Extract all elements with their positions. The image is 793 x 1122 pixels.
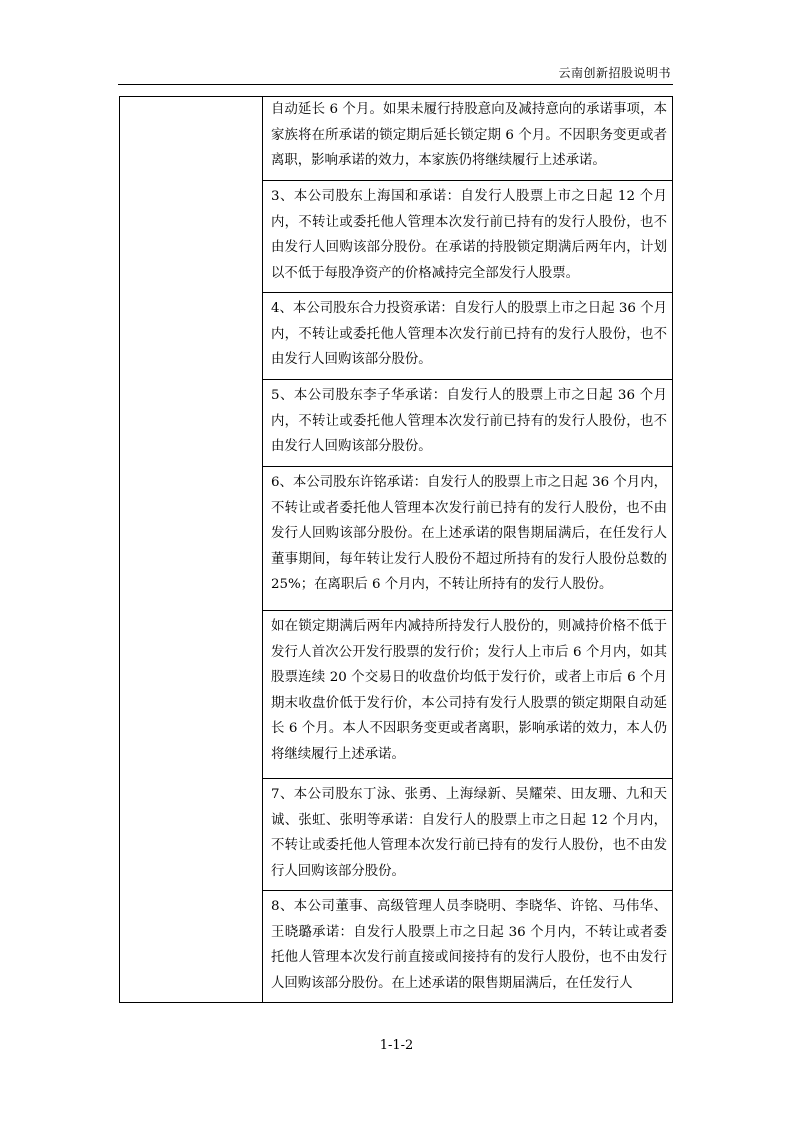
commitment-paragraph-6: 6、本公司股东许铭承诺：自发行人的股票上市之日起 36 个月内，不转让或者委托他人管理本次发行前已持有的发行人股份，也不由发行人回购该部分股份。在上述承诺的限售期届满后，在任发行人董事期间，每年转让发行人股份不超过所持有的发行人股份总数的 25%；在离职后 6 个月内，不转让所持有的发行人股份。 bbox=[271, 475, 667, 592]
paragraph-separator bbox=[263, 292, 672, 293]
commitment-paragraph-5: 5、本公司股东李子华承诺：自发行人的股票上市之日起 36 个月内，不转让或委托他人管理本次发行前已持有的发行人股份，也不由发行人回购该部分股份。 bbox=[271, 388, 667, 454]
paragraph-separator bbox=[263, 466, 672, 467]
header-rule bbox=[118, 84, 673, 85]
commitment-paragraph-4: 4、本公司股东合力投资承诺：自发行人的股票上市之日起 36 个月内，不转让或委托他人管理本次发行前已持有的发行人股份，也不由发行人回购该部分股份。 bbox=[271, 301, 667, 367]
commitment-paragraph-6-cont: 如在锁定期满后两年内减持所持发行人股份的，则减持价格不低于发行人首次公开发行股票的发行价；发行人上市后 6 个月内，如其股票连续 20 个交易日的收盘价均低于发行价，或者上市后 6 个月期末收盘价低于发行价，本公司持有发行人股票的锁定期限自动延长 6 个月。本人不因职务变更或者离职，影响承诺的效力，本人仍将继续履行上述承诺。 bbox=[271, 619, 667, 762]
commitment-paragraph-3: 3、本公司股东上海国和承诺：自发行人股票上市之日起 12 个月内，不转让或委托他人管理本次发行前已持有的发行人股份，也不由发行人回购该部分股份。在承诺的持股锁定期满后两年内，计划以不低于每股净资产的价格减持完全部发行人股票。 bbox=[271, 189, 667, 281]
commitment-paragraph-8: 8、本公司董事、高级管理人员李晓明、李晓华、许铭、马伟华、王晓璐承诺：自发行人股票上市之日起 36 个月内，不转让或者委托他人管理本次发行前直接或间接持有的发行人股份，也不由发行人回购该部分股份。在上述承诺的限售期届满后，在任发行人 bbox=[271, 899, 667, 991]
table-right-column bbox=[263, 97, 672, 1002]
commitment-paragraph-continued: 自动延长 6 个月。如果未履行持股意向及减持意向的承诺事项，本家族将在所承诺的锁定期后延长锁定期 6 个月。不因职务变更或者离职，影响承诺的效力，本家族仍将继续履行上述承诺。 bbox=[271, 102, 667, 168]
paragraph-separator bbox=[263, 890, 672, 891]
paragraph-separator bbox=[263, 610, 672, 611]
table-left-column bbox=[120, 97, 263, 1002]
document-header-title: 云南创新招股说明书 bbox=[558, 66, 671, 80]
paragraph-separator bbox=[263, 778, 672, 779]
paragraph-separator bbox=[263, 180, 672, 181]
page-number: 1-1-2 bbox=[379, 1038, 414, 1053]
paragraph-separator bbox=[263, 379, 672, 380]
commitment-paragraph-7: 7、本公司股东丁泳、张勇、上海绿新、吴耀荣、田友珊、九和天诚、张虹、张明等承诺：自发行人的股票上市之日起 12 个月内，不转让或委托他人管理本次发行前已持有的发行人股份，也不由发行人回购该部分股份。 bbox=[271, 787, 667, 879]
commitment-table bbox=[119, 96, 673, 1003]
